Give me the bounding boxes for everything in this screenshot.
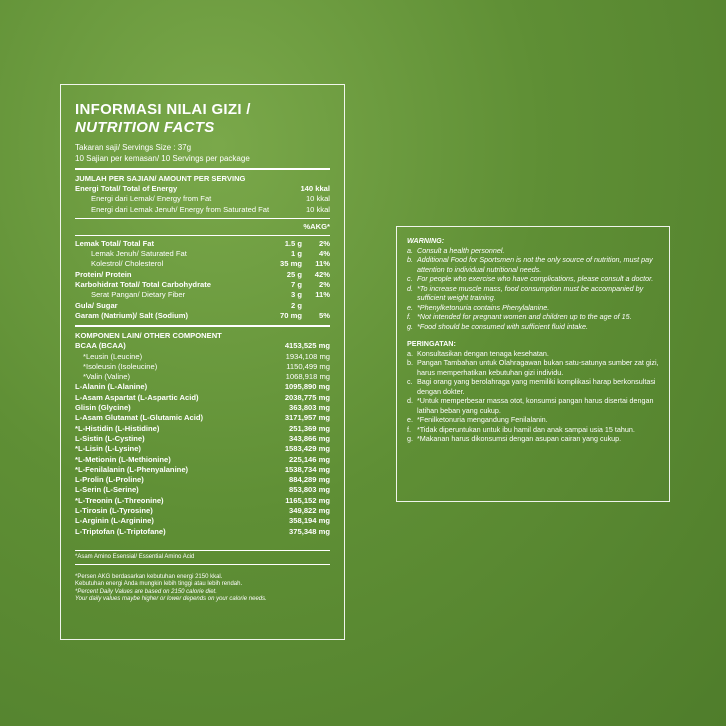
nutrient-row (75, 280, 330, 290)
nutrient-row (75, 239, 330, 249)
servings-per-package: 10 Sajian per kemasan/ 10 Servings per package (75, 153, 250, 163)
peringatan-item (407, 415, 659, 425)
component-value: 2038,775 mg (284, 392, 330, 402)
nutrient-qty: 70 mg (280, 310, 302, 320)
component-value: 1095,890 mg (284, 382, 330, 392)
energy-row (75, 205, 330, 215)
component-value: 1583,429 mg (284, 444, 330, 454)
nutrient-row (75, 290, 330, 300)
component-row (75, 424, 330, 434)
item-letter: f. (407, 312, 411, 321)
component-row (75, 527, 330, 537)
component-row (75, 516, 330, 526)
nutrient-row (75, 311, 330, 321)
component-value: 4153,525 mg (284, 341, 330, 351)
component-label: L-Triptofan (L-Triptofane) (75, 526, 166, 536)
other-component-header: KOMPONEN LAIN/ OTHER COMPONENT (75, 331, 222, 341)
nutrient-akg: 5% (319, 310, 330, 320)
energy-label: Energi dari Lemak Jenuh/ Energy from Saturated Fat (91, 204, 270, 214)
footnote: Your daily values maybe higher or lower depends on your calorie needs. (75, 595, 267, 602)
component-value: 343,866 mg (289, 433, 330, 443)
divider (75, 235, 330, 236)
item-letter: a. (407, 348, 413, 358)
item-text: Bagi orang yang berolahraga yang memiliki komplikasi harap berkonsultasi dengan dokter. (417, 377, 656, 396)
component-row (75, 475, 330, 485)
component-label: *Isoleusin (Isoleucine) (83, 361, 158, 371)
component-label: L-Alanin (L-Alanine) (75, 382, 148, 392)
component-row (75, 393, 330, 403)
footnote: Kebutuhan energi Anda mungkin lebih tinggi atau lebih rendah. (75, 581, 243, 588)
nutrient-row (75, 259, 330, 269)
nutrient-akg (302, 301, 330, 311)
item-text: *Untuk memperbesar massa otot, konsumsi pangan harus disertai dengan latihan beban yang cukup. (417, 396, 654, 415)
peringatan-header: PERINGATAN: (407, 339, 456, 348)
nutrient-label: Garam (Natrium)/ Salt (Sodium) (75, 310, 189, 320)
nutrient-qty: 25 g (286, 269, 302, 279)
component-value: 363,803 mg (289, 403, 330, 413)
component-label: BCAA (BCAA) (75, 341, 126, 351)
component-label: L-Asam Aspartat (L-Aspartic Acid) (75, 392, 199, 402)
nutrient-row (75, 301, 330, 311)
nutrient-label: Serat Pangan/ Dietary Fiber (91, 290, 186, 300)
warning-item (407, 246, 659, 256)
warning-panel (396, 226, 670, 502)
item-text: For people who exercise who have complications, please consult a doctor. (417, 274, 654, 283)
component-row (75, 455, 330, 465)
energy-value: 140 kkal (300, 184, 330, 193)
energy-label: Energi dari Lemak/ Energy from Fat (91, 194, 212, 204)
component-row (75, 352, 330, 362)
component-label: *L-Metionin (L-Methionine) (75, 454, 171, 464)
component-value: 251,369 mg (289, 423, 330, 433)
item-letter: d. (407, 396, 413, 405)
nutrition-title-en: NUTRITION FACTS (75, 119, 215, 136)
component-label: L-Tirosin (L-Tyrosine) (75, 506, 153, 516)
akg-header: %AKG* (303, 221, 330, 231)
item-text: *Makanan harus dikonsumsi dengan asupan cairan yang cukup. (417, 434, 622, 443)
nutrient-akg: 4% (319, 249, 330, 259)
energy-row (75, 194, 330, 204)
peringatan-item (407, 377, 659, 396)
peringatan-item (407, 434, 659, 444)
item-text: Konsultasikan dengan tenaga kesehatan. (417, 348, 549, 358)
component-row (75, 496, 330, 506)
component-row (75, 485, 330, 495)
item-text: *Phenylketonuria contains Phenylalanine. (417, 302, 550, 312)
energy-row (75, 184, 330, 194)
item-letter: g. (407, 434, 413, 443)
item-letter: c. (407, 274, 413, 283)
nutrient-qty: 3 g (291, 290, 302, 300)
component-row (75, 506, 330, 516)
item-text: *Fenilketonuria mengandung Fenilalanin. (417, 415, 548, 424)
nutrient-label: Protein/ Protein (75, 269, 132, 279)
component-label: *L-Fenilalanin (L-Phenyalanine) (75, 464, 189, 474)
component-label: *Valin (Valine) (83, 372, 130, 382)
item-text: *Food should be consumed with sufficient fluid intake. (417, 321, 589, 331)
essential-note: *Asam Amino Esensial/ Essential Amino Acid (75, 553, 195, 560)
component-label: L-Asam Glutamat (L-Glutamic Acid) (75, 413, 203, 423)
component-value: 1934,108 mg (285, 351, 330, 361)
nutrient-akg: 2% (319, 238, 330, 248)
component-value: 3171,957 mg (284, 413, 330, 423)
component-row (75, 341, 330, 351)
component-value: 349,822 mg (289, 506, 330, 516)
warning-item (407, 255, 659, 274)
nutrient-akg: 11% (315, 290, 330, 300)
component-value: 853,803 mg (289, 485, 330, 495)
item-letter: e. (407, 415, 413, 424)
divider (75, 325, 330, 327)
nutrition-facts-panel (60, 84, 345, 640)
warning-item (407, 303, 659, 313)
peringatan-item (407, 349, 659, 359)
component-label: *L-Lisin (L-Lysine) (75, 444, 141, 454)
warning-list (407, 246, 659, 332)
nutrient-label: Kolestrol/ Cholesterol (91, 259, 164, 269)
warning-item (407, 274, 659, 284)
item-letter: b. (407, 358, 413, 367)
divider (75, 168, 330, 170)
nutrient-qty: 35 mg (280, 259, 302, 269)
nutrient-label: Lemak Jenuh/ Saturated Fat (91, 249, 187, 259)
item-text: Pangan Tambahan untuk Olahragawan bukan satu-satunya sumber zat gizi, harus memperhatikan kebutuhan gizi individu. (417, 358, 659, 377)
amount-per-serving-header: JUMLAH PER SAJIAN/ AMOUNT PER SERVING (75, 174, 246, 183)
peringatan-item (407, 396, 659, 415)
component-label: *L-Histidin (L-Histidine) (75, 423, 160, 433)
component-row (75, 413, 330, 423)
energy-value: 10 kkal (305, 194, 330, 204)
warning-item (407, 322, 659, 332)
nutrition-title-id: INFORMASI NILAI GIZI / (75, 101, 251, 118)
nutrient-row (75, 270, 330, 280)
nutrient-akg: 11% (315, 259, 330, 269)
energy-label: Energi Total/ Total of Energy (75, 184, 178, 193)
item-letter: c. (407, 377, 413, 386)
component-label: Glisin (Glycine) (75, 403, 131, 413)
component-value: 375,348 mg (289, 526, 330, 536)
nutrient-row (75, 249, 330, 259)
nutrient-qty: 2 g (291, 300, 302, 310)
item-text: *Tidak diperuntukan untuk ibu hamil dan anak sampai usia 15 tahun. (417, 424, 635, 434)
component-label: *L-Treonin (L-Threonine) (75, 495, 164, 505)
energy-value: 10 kkal (305, 204, 330, 214)
divider (75, 564, 330, 565)
component-row (75, 362, 330, 372)
peringatan-list (407, 349, 659, 444)
warning-item (407, 284, 659, 303)
item-text: Consult a health personnel. (417, 245, 505, 255)
nutrient-label: Gula/ Sugar (75, 300, 118, 310)
component-row (75, 434, 330, 444)
item-letter: g. (407, 321, 413, 331)
peringatan-item (407, 425, 659, 435)
component-label: L-Sistin (L-Cystine) (75, 433, 145, 443)
item-text: *To increase muscle mass, food consumption must be accompanied by sufficient weight training. (417, 283, 644, 302)
component-value: 884,289 mg (289, 475, 330, 485)
component-row (75, 382, 330, 392)
component-value: 1165,152 mg (285, 495, 330, 505)
component-value: 1150,499 mg (286, 361, 330, 371)
warning-item (407, 312, 659, 322)
divider (75, 218, 330, 219)
item-letter: a. (407, 245, 413, 255)
item-text: Additional Food for Sportsmen is not the only source of nutrition, must pay attention to individual nutritional needs. (417, 255, 653, 274)
component-label: L-Prolin (L-Proline) (75, 475, 144, 485)
footnote: *Percent Daily Values are based on 2150 calorie diet. (75, 588, 217, 595)
component-value: 225,146 mg (289, 454, 330, 464)
component-value: 1068,918 mg (285, 372, 330, 382)
item-letter: f. (407, 424, 411, 434)
footnote: *Persen AKG berdasarkan kebutuhan energi 2150 kkal. (75, 574, 223, 581)
item-letter: b. (407, 255, 413, 264)
component-row (75, 444, 330, 454)
component-row (75, 372, 330, 382)
item-letter: d. (407, 283, 413, 293)
nutrient-qty: 1.5 g (284, 238, 302, 248)
component-label: L-Serin (L-Serine) (75, 485, 139, 495)
component-value: 358,194 mg (289, 516, 330, 526)
nutrient-qty: 1 g (291, 249, 302, 259)
nutrient-label: Karbohidrat Total/ Total Carbohydrate (75, 280, 211, 290)
serving-size: Takaran saji/ Servings Size : 37g (75, 143, 192, 152)
component-row (75, 403, 330, 413)
component-value: 1538,734 mg (284, 464, 330, 474)
peringatan-item (407, 358, 659, 377)
component-row (75, 465, 330, 475)
nutrient-qty: 7 g (291, 280, 302, 290)
item-letter: e. (407, 302, 413, 312)
warning-header: WARNING: (407, 236, 445, 245)
nutrient-label: Lemak Total/ Total Fat (75, 238, 155, 248)
divider (75, 550, 330, 551)
component-label: *Leusin (Leucine) (83, 351, 143, 361)
item-text: *Not intended for pregnant women and children up to the age of 15. (417, 312, 632, 321)
nutrient-akg: 2% (319, 280, 330, 290)
component-label: L-Arginin (L-Arginine) (75, 516, 154, 526)
component-list (75, 341, 330, 537)
nutrient-akg: 42% (314, 269, 330, 279)
